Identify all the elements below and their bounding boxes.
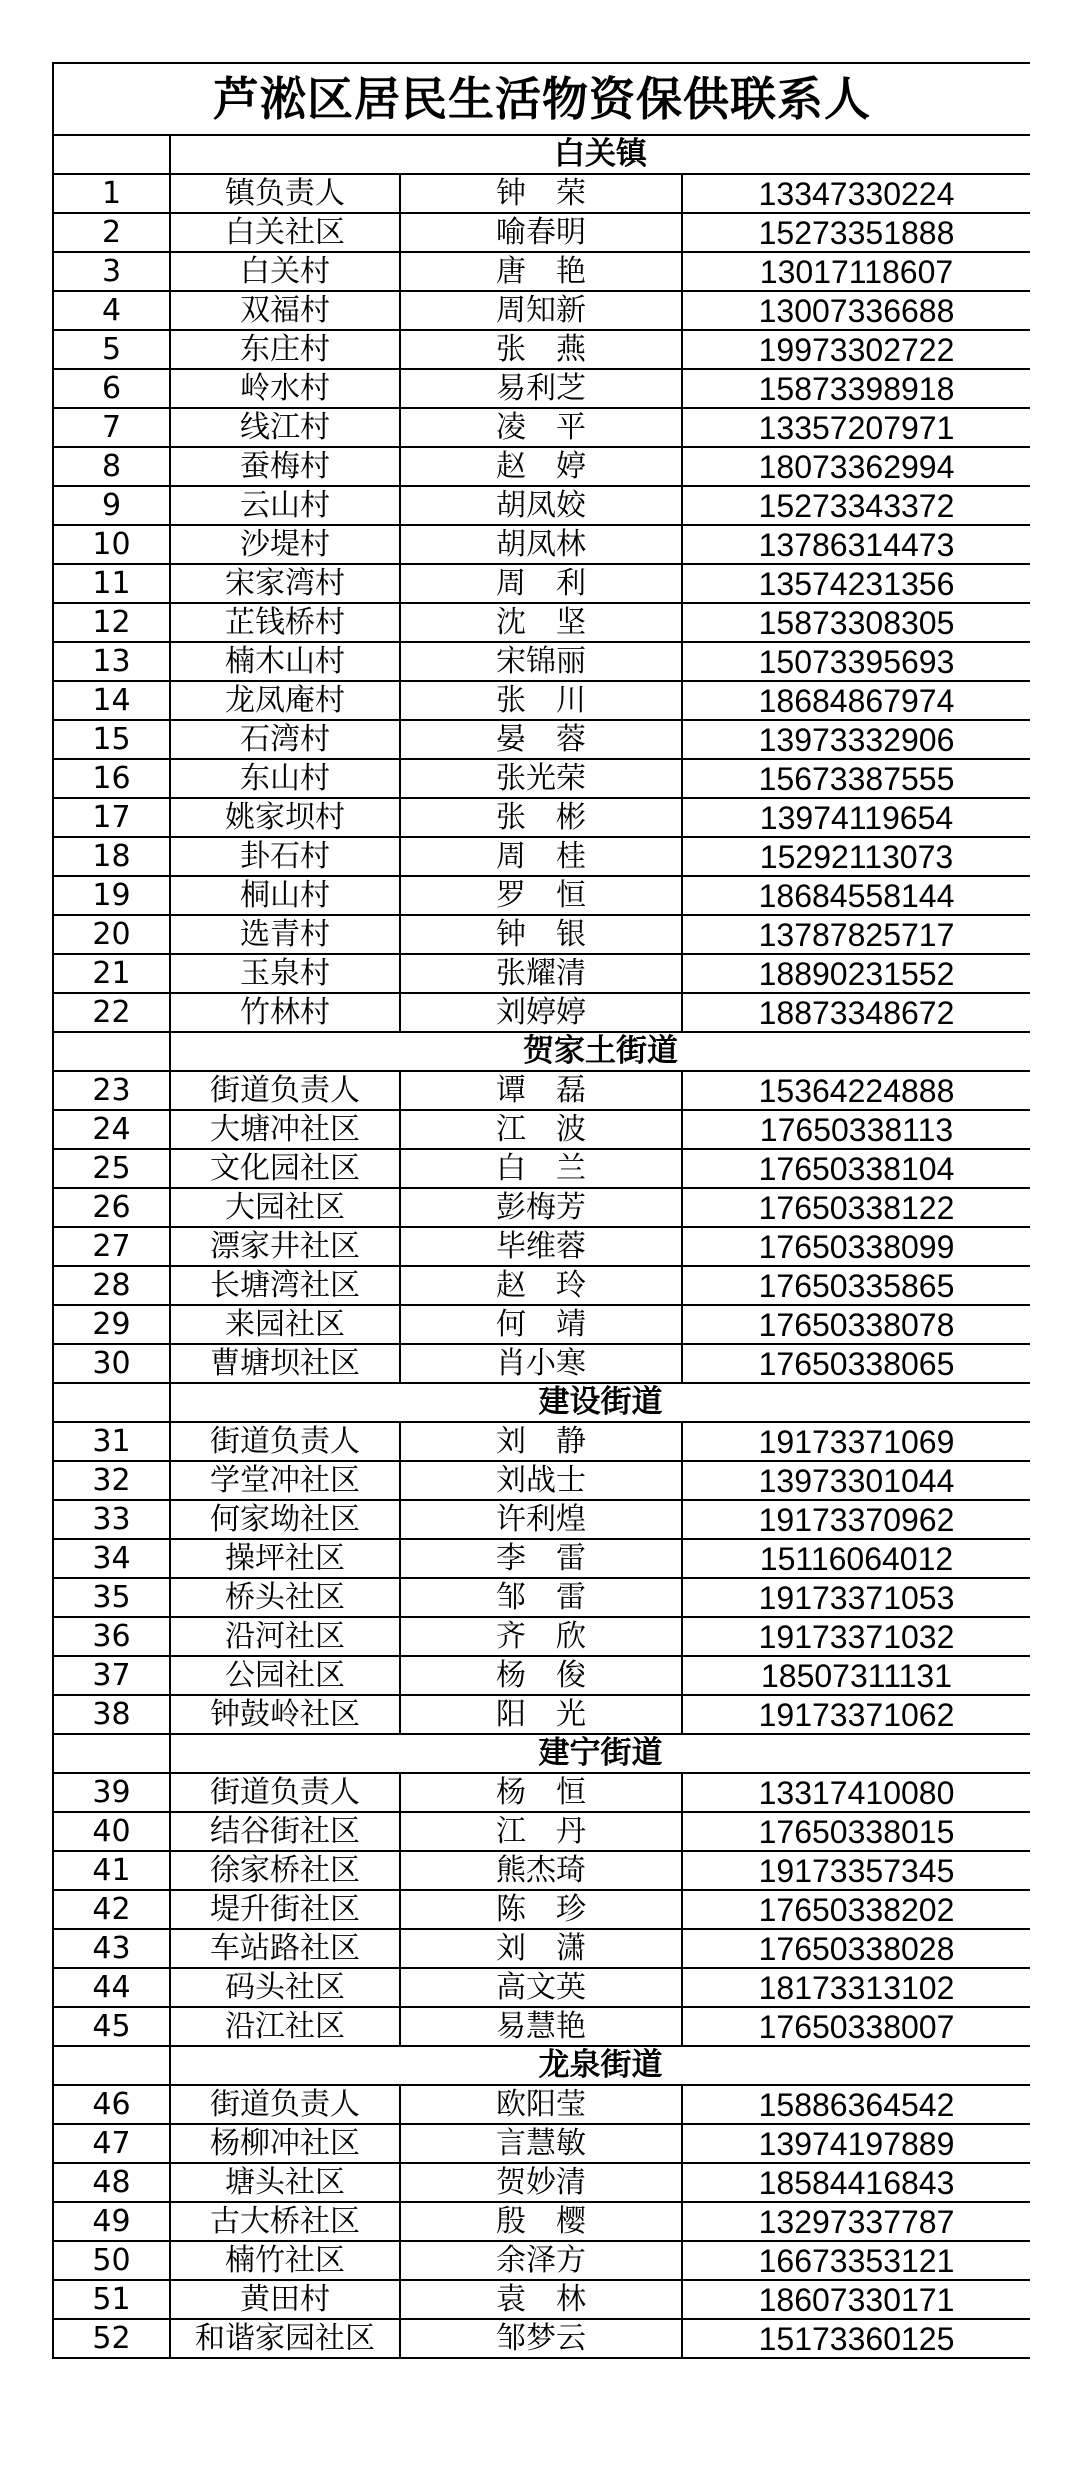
- phone-number: 17650338104: [682, 1149, 1030, 1188]
- phone-number: 15873308305: [682, 603, 1030, 642]
- contact-person: 许利煌: [400, 1500, 682, 1539]
- unit-name: 文化园社区: [170, 1149, 400, 1188]
- row-number: 7: [53, 408, 170, 447]
- table-row: [53, 1656, 1030, 1695]
- contact-person: 沈 坚: [400, 603, 682, 642]
- unit-name: 街道负责人: [170, 2085, 400, 2124]
- phone-number: 13297337787: [682, 2202, 1030, 2241]
- phone-number: 13017118607: [682, 252, 1030, 291]
- phone-number: 13786314473: [682, 525, 1030, 564]
- unit-name: 竹林村: [170, 993, 400, 1032]
- contact-person: 刘战士: [400, 1461, 682, 1500]
- table-row: [53, 2163, 1030, 2202]
- row-number: 25: [53, 1149, 170, 1188]
- row-number: 41: [53, 1851, 170, 1890]
- unit-name: 街道负责人: [170, 1773, 400, 1812]
- phone-number: 18584416843: [682, 2163, 1030, 2202]
- phone-number: 13974197889: [682, 2124, 1030, 2163]
- table-row: [53, 603, 1030, 642]
- table-row: [53, 1617, 1030, 1656]
- unit-name: 古大桥社区: [170, 2202, 400, 2241]
- table-row: [53, 681, 1030, 720]
- contact-person: 胡凤林: [400, 525, 682, 564]
- table-row: [53, 408, 1030, 447]
- table-row: [53, 1188, 1030, 1227]
- unit-name: 码头社区: [170, 1968, 400, 2007]
- table-row: [53, 1929, 1030, 1968]
- unit-name: 芷钱桥村: [170, 603, 400, 642]
- phone-number: 15292113073: [682, 837, 1030, 876]
- unit-name: 沿河社区: [170, 1617, 400, 1656]
- table-row: [53, 2202, 1030, 2241]
- unit-name: 杨柳冲社区: [170, 2124, 400, 2163]
- table-row: [53, 447, 1030, 486]
- contact-person: 周知新: [400, 291, 682, 330]
- contact-person: 贺妙清: [400, 2163, 682, 2202]
- phone-number: 17650338099: [682, 1227, 1030, 1266]
- phone-number: 17650338028: [682, 1929, 1030, 1968]
- contact-person: 江 丹: [400, 1812, 682, 1851]
- contact-person: 肖小寒: [400, 1344, 682, 1383]
- table-row: [53, 1773, 1030, 1812]
- phone-number: 16673353121: [682, 2241, 1030, 2280]
- contacts-table: [52, 62, 1030, 2359]
- contact-person: 晏 蓉: [400, 720, 682, 759]
- section-name: 龙泉街道: [170, 2046, 1030, 2085]
- contact-person: 高文英: [400, 1968, 682, 2007]
- table-row: [53, 837, 1030, 876]
- unit-name: 曹塘坝社区: [170, 1344, 400, 1383]
- row-number: 18: [53, 837, 170, 876]
- phone-number: 18507311131: [682, 1656, 1030, 1695]
- row-number: 28: [53, 1266, 170, 1305]
- contact-person: 殷 樱: [400, 2202, 682, 2241]
- table-row: [53, 1227, 1030, 1266]
- unit-name: 卦石村: [170, 837, 400, 876]
- row-number: 10: [53, 525, 170, 564]
- row-number: 11: [53, 564, 170, 603]
- row-number: 27: [53, 1227, 170, 1266]
- table-row: [53, 213, 1030, 252]
- section-header-row: [53, 1734, 1030, 1773]
- table-row: [53, 2280, 1030, 2319]
- phone-number: 19973302722: [682, 330, 1030, 369]
- section-blank-cell: [53, 135, 170, 174]
- unit-name: 白关社区: [170, 213, 400, 252]
- unit-name: 宋家湾村: [170, 564, 400, 603]
- row-number: 31: [53, 1422, 170, 1461]
- table-row: [53, 525, 1030, 564]
- row-number: 2: [53, 213, 170, 252]
- row-number: 16: [53, 759, 170, 798]
- contact-person: 刘 静: [400, 1422, 682, 1461]
- row-number: 52: [53, 2319, 170, 2358]
- table-row: [53, 1539, 1030, 1578]
- section-blank-cell: [53, 1383, 170, 1422]
- unit-name: 沙堤村: [170, 525, 400, 564]
- unit-name: 大园社区: [170, 1188, 400, 1227]
- row-number: 23: [53, 1071, 170, 1110]
- row-number: 51: [53, 2280, 170, 2319]
- table-row: [53, 1071, 1030, 1110]
- unit-name: 石湾村: [170, 720, 400, 759]
- contact-person: 李 雷: [400, 1539, 682, 1578]
- contact-person: 易慧艳: [400, 2007, 682, 2046]
- section-header-row: [53, 1032, 1030, 1071]
- unit-name: 云山村: [170, 486, 400, 525]
- phone-number: 18873348672: [682, 993, 1030, 1032]
- row-number: 24: [53, 1110, 170, 1149]
- unit-name: 来园社区: [170, 1305, 400, 1344]
- section-name: 白关镇: [170, 135, 1030, 174]
- contact-person: 齐 欣: [400, 1617, 682, 1656]
- table-row: [53, 330, 1030, 369]
- row-number: 47: [53, 2124, 170, 2163]
- unit-name: 楠木山村: [170, 642, 400, 681]
- phone-number: 17650338113: [682, 1110, 1030, 1149]
- contact-person: 言慧敏: [400, 2124, 682, 2163]
- phone-number: 18684867974: [682, 681, 1030, 720]
- unit-name: 黄田村: [170, 2280, 400, 2319]
- contact-person: 熊杰琦: [400, 1851, 682, 1890]
- table-row: [53, 1695, 1030, 1734]
- phone-number: 18890231552: [682, 954, 1030, 993]
- contact-person: 刘婷婷: [400, 993, 682, 1032]
- table-row: [53, 1422, 1030, 1461]
- row-number: 5: [53, 330, 170, 369]
- row-number: 6: [53, 369, 170, 408]
- contact-person: 唐 艳: [400, 252, 682, 291]
- phone-number: 17650338065: [682, 1344, 1030, 1383]
- contact-person: 江 波: [400, 1110, 682, 1149]
- table-row: [53, 1500, 1030, 1539]
- contact-person: 白 兰: [400, 1149, 682, 1188]
- contact-person: 毕维蓉: [400, 1227, 682, 1266]
- table-row: [53, 369, 1030, 408]
- phone-number: 13574231356: [682, 564, 1030, 603]
- phone-number: 13007336688: [682, 291, 1030, 330]
- phone-number: 18073362994: [682, 447, 1030, 486]
- row-number: 43: [53, 1929, 170, 1968]
- row-number: 49: [53, 2202, 170, 2241]
- table-row: [53, 1344, 1030, 1383]
- table-row: [53, 564, 1030, 603]
- table-row: [53, 1266, 1030, 1305]
- phone-number: 17650335865: [682, 1266, 1030, 1305]
- contact-person: 张 彬: [400, 798, 682, 837]
- contact-person: 张 川: [400, 681, 682, 720]
- sheet-title: 芦淞区居民生活物资保供联系人: [53, 63, 1030, 135]
- unit-name: 结谷街社区: [170, 1812, 400, 1851]
- row-number: 13: [53, 642, 170, 681]
- phone-number: 13787825717: [682, 915, 1030, 954]
- phone-number: 19173357345: [682, 1851, 1030, 1890]
- unit-name: 公园社区: [170, 1656, 400, 1695]
- contact-person: 邹梦云: [400, 2319, 682, 2358]
- phone-number: 17650338202: [682, 1890, 1030, 1929]
- row-number: 34: [53, 1539, 170, 1578]
- row-number: 45: [53, 2007, 170, 2046]
- contact-person: 易利芝: [400, 369, 682, 408]
- table-row: [53, 954, 1030, 993]
- table-row: [53, 720, 1030, 759]
- table-row: [53, 876, 1030, 915]
- phone-number: 19173371069: [682, 1422, 1030, 1461]
- row-number: 20: [53, 915, 170, 954]
- contact-person: 张光荣: [400, 759, 682, 798]
- row-number: 14: [53, 681, 170, 720]
- unit-name: 沿江社区: [170, 2007, 400, 2046]
- contact-person: 宋锦丽: [400, 642, 682, 681]
- contact-person: 周 桂: [400, 837, 682, 876]
- table-row: [53, 1149, 1030, 1188]
- table-row: [53, 642, 1030, 681]
- row-number: 36: [53, 1617, 170, 1656]
- row-number: 26: [53, 1188, 170, 1227]
- unit-name: 塘头社区: [170, 2163, 400, 2202]
- phone-number: 15173360125: [682, 2319, 1030, 2358]
- contact-person: 杨 俊: [400, 1656, 682, 1695]
- contact-sheet: [52, 62, 1030, 2475]
- unit-name: 长塘湾社区: [170, 1266, 400, 1305]
- table-row: [53, 1968, 1030, 2007]
- phone-number: 19173370962: [682, 1500, 1030, 1539]
- table-row: [53, 486, 1030, 525]
- unit-name: 和谐家园社区: [170, 2319, 400, 2358]
- table-row: [53, 2241, 1030, 2280]
- contact-person: 胡凤姣: [400, 486, 682, 525]
- unit-name: 大塘冲社区: [170, 1110, 400, 1149]
- contact-person: 欧阳莹: [400, 2085, 682, 2124]
- phone-number: 13347330224: [682, 174, 1030, 213]
- table-row: [53, 1578, 1030, 1617]
- table-row: [53, 1110, 1030, 1149]
- phone-number: 19173371053: [682, 1578, 1030, 1617]
- contact-person: 刘 潇: [400, 1929, 682, 1968]
- phone-number: 17650338007: [682, 2007, 1030, 2046]
- unit-name: 白关村: [170, 252, 400, 291]
- unit-name: 何家坳社区: [170, 1500, 400, 1539]
- row-number: 22: [53, 993, 170, 1032]
- unit-name: 蚕梅村: [170, 447, 400, 486]
- title-row: [53, 63, 1030, 135]
- contact-person: 赵 玲: [400, 1266, 682, 1305]
- table-row: [53, 993, 1030, 1032]
- section-header-row: [53, 135, 1030, 174]
- phone-number: 15886364542: [682, 2085, 1030, 2124]
- table-row: [53, 1890, 1030, 1929]
- phone-number: 15073395693: [682, 642, 1030, 681]
- unit-name: 街道负责人: [170, 1071, 400, 1110]
- contact-person: 钟 银: [400, 915, 682, 954]
- row-number: 29: [53, 1305, 170, 1344]
- phone-number: 17650338015: [682, 1812, 1030, 1851]
- table-row: [53, 1305, 1030, 1344]
- row-number: 8: [53, 447, 170, 486]
- unit-name: 徐家桥社区: [170, 1851, 400, 1890]
- row-number: 1: [53, 174, 170, 213]
- row-number: 19: [53, 876, 170, 915]
- row-number: 44: [53, 1968, 170, 2007]
- section-blank-cell: [53, 1032, 170, 1071]
- table-row: [53, 174, 1030, 213]
- unit-name: 选青村: [170, 915, 400, 954]
- section-header-row: [53, 2046, 1030, 2085]
- contact-person: 张耀清: [400, 954, 682, 993]
- phone-number: 15364224888: [682, 1071, 1030, 1110]
- unit-name: 钟鼓岭社区: [170, 1695, 400, 1734]
- unit-name: 龙凤庵村: [170, 681, 400, 720]
- row-number: 48: [53, 2163, 170, 2202]
- table-row: [53, 915, 1030, 954]
- unit-name: 玉泉村: [170, 954, 400, 993]
- section-blank-cell: [53, 2046, 170, 2085]
- section-header-row: [53, 1383, 1030, 1422]
- contact-person: 谭 磊: [400, 1071, 682, 1110]
- table-row: [53, 2124, 1030, 2163]
- phone-number: 13357207971: [682, 408, 1030, 447]
- contact-person: 喻春明: [400, 213, 682, 252]
- phone-number: 15116064012: [682, 1539, 1030, 1578]
- contacts-table-body: [53, 63, 1030, 2358]
- row-number: 33: [53, 1500, 170, 1539]
- unit-name: 东山村: [170, 759, 400, 798]
- row-number: 39: [53, 1773, 170, 1812]
- phone-number: 18173313102: [682, 1968, 1030, 2007]
- contact-person: 杨 恒: [400, 1773, 682, 1812]
- row-number: 4: [53, 291, 170, 330]
- unit-name: 姚家坝村: [170, 798, 400, 837]
- row-number: 21: [53, 954, 170, 993]
- row-number: 50: [53, 2241, 170, 2280]
- contact-person: 周 利: [400, 564, 682, 603]
- row-number: 42: [53, 1890, 170, 1929]
- contact-person: 陈 珍: [400, 1890, 682, 1929]
- unit-name: 镇负责人: [170, 174, 400, 213]
- row-number: 9: [53, 486, 170, 525]
- phone-number: 13973332906: [682, 720, 1030, 759]
- contact-person: 袁 林: [400, 2280, 682, 2319]
- unit-name: 桐山村: [170, 876, 400, 915]
- row-number: 15: [53, 720, 170, 759]
- unit-name: 楠竹社区: [170, 2241, 400, 2280]
- row-number: 30: [53, 1344, 170, 1383]
- phone-number: 15273343372: [682, 486, 1030, 525]
- contact-person: 张 燕: [400, 330, 682, 369]
- table-row: [53, 1851, 1030, 1890]
- contact-person: 阳 光: [400, 1695, 682, 1734]
- phone-number: 13317410080: [682, 1773, 1030, 1812]
- phone-number: 15873398918: [682, 369, 1030, 408]
- unit-name: 线江村: [170, 408, 400, 447]
- table-row: [53, 2319, 1030, 2358]
- phone-number: 18684558144: [682, 876, 1030, 915]
- contact-person: 赵 婷: [400, 447, 682, 486]
- phone-number: 15273351888: [682, 213, 1030, 252]
- table-row: [53, 252, 1030, 291]
- row-number: 37: [53, 1656, 170, 1695]
- row-number: 12: [53, 603, 170, 642]
- table-row: [53, 2085, 1030, 2124]
- unit-name: 双福村: [170, 291, 400, 330]
- contact-person: 余泽方: [400, 2241, 682, 2280]
- section-name: 建宁街道: [170, 1734, 1030, 1773]
- unit-name: 岭水村: [170, 369, 400, 408]
- phone-number: 15673387555: [682, 759, 1030, 798]
- row-number: 46: [53, 2085, 170, 2124]
- phone-number: 19173371032: [682, 1617, 1030, 1656]
- section-blank-cell: [53, 1734, 170, 1773]
- contact-person: 钟 荣: [400, 174, 682, 213]
- section-name: 贺家土街道: [170, 1032, 1030, 1071]
- row-number: 38: [53, 1695, 170, 1734]
- table-row: [53, 759, 1030, 798]
- phone-number: 17650338078: [682, 1305, 1030, 1344]
- row-number: 3: [53, 252, 170, 291]
- unit-name: 车站路社区: [170, 1929, 400, 1968]
- row-number: 32: [53, 1461, 170, 1500]
- table-row: [53, 2007, 1030, 2046]
- phone-number: 13973301044: [682, 1461, 1030, 1500]
- section-name: 建设街道: [170, 1383, 1030, 1422]
- unit-name: 堤升街社区: [170, 1890, 400, 1929]
- contact-person: 凌 平: [400, 408, 682, 447]
- unit-name: 东庄村: [170, 330, 400, 369]
- unit-name: 漂家井社区: [170, 1227, 400, 1266]
- contact-person: 邹 雷: [400, 1578, 682, 1617]
- contact-person: 罗 恒: [400, 876, 682, 915]
- contact-person: 彭梅芳: [400, 1188, 682, 1227]
- unit-name: 操坪社区: [170, 1539, 400, 1578]
- table-row: [53, 291, 1030, 330]
- table-row: [53, 1461, 1030, 1500]
- unit-name: 桥头社区: [170, 1578, 400, 1617]
- row-number: 35: [53, 1578, 170, 1617]
- phone-number: 17650338122: [682, 1188, 1030, 1227]
- unit-name: 街道负责人: [170, 1422, 400, 1461]
- table-row: [53, 798, 1030, 837]
- row-number: 17: [53, 798, 170, 837]
- phone-number: 19173371062: [682, 1695, 1030, 1734]
- table-row: [53, 1812, 1030, 1851]
- row-number: 40: [53, 1812, 170, 1851]
- phone-number: 13974119654: [682, 798, 1030, 837]
- unit-name: 学堂冲社区: [170, 1461, 400, 1500]
- phone-number: 18607330171: [682, 2280, 1030, 2319]
- contact-person: 何 靖: [400, 1305, 682, 1344]
